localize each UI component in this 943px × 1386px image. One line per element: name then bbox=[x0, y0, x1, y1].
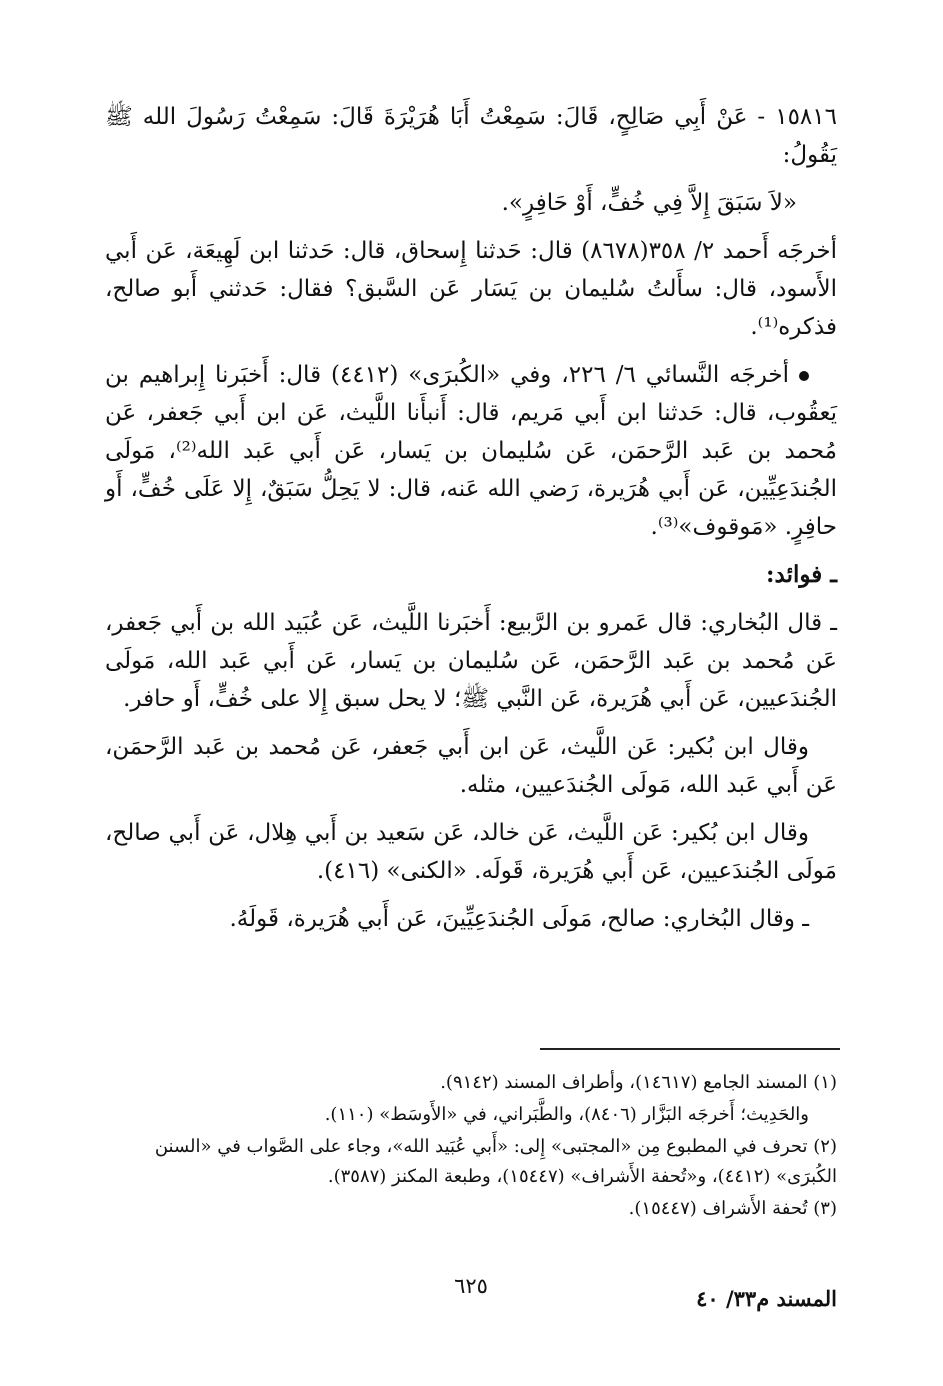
footnote-1: (١) المسند الجامع (١٤٦١٧)، وأطراف المسند (٩١٤٢). bbox=[440, 1072, 837, 1093]
takhrij-ahmad: أخرجَه أَحمد ٢/ ٣٥٨(٨٦٧٨) قال: حَدثنا إِسحاق، قال: حَدثنا ابن لَهِيعَة، عَن أَبي الأَسود، قال: سأَلتُ سُليمان بن يَسَار عَن السَّبق؟ فقال: حَدثني أَبو صالح، فذكره⁽¹⁾. bbox=[105, 238, 837, 340]
footnotes bbox=[105, 1068, 837, 1226]
ibn-bukayr-note-1: وقال ابن بُكير: عَن اللَّيث، عَن ابن أَبي جَعفر، عَن مُحمد بن عَبد الرَّحمَن، عَن أَبي عَبد الله، مَولَى الجُندَعيين، مثله. bbox=[105, 734, 837, 798]
bullet-icon bbox=[799, 371, 809, 381]
hadith-heading: ١٥٨١٦ - عَنْ أَبِي صَالِحٍ، قَالَ: سَمِعْتُ أَبَا هُرَيْرَةَ قَالَ: سَمِعْتُ رَسُولَ الله ﷺ يَقُولُ: bbox=[105, 104, 837, 168]
main-text bbox=[105, 98, 837, 948]
bukhari-note-2: ـ وقال البُخاري: صالح، مَولَى الجُندَعِيِّينَ، عَن أَبي هُرَيرة، قَولَهُ. bbox=[229, 906, 809, 932]
takhrij-nasai-paragraph bbox=[105, 356, 837, 546]
footnote-3: (٣) تُحفة الأَشراف (١٥٤٤٧). bbox=[628, 1198, 837, 1219]
takhrij-nasai: أخرجَه النَّسائي ٦/ ٢٢٦، وفي «الكُبرَى» (٤٤١٢) قال: أَخبَرنا إِبراهيم بن يَعقُوب، قال: حَدثنا ابن أَبي مَريم، قال: أَنبأَنا اللَّيث، عَن ابن أَبي جَعفر، عَن مُحمد بن عَبد الرَّحمَن، عَن سُليمان بن يَسار، عَن أَبي عَبد الله⁽²⁾، مَولَى الجُندَعِيِّين، عَن أَبي هُرَيرة، رَضي الله عَنه، قال: لا يَحِلُّ سَبَقٌ، إِلا عَلَى خُفٍّ، أَو حافِرٍ. «مَوقوف»⁽³⁾. bbox=[105, 362, 837, 540]
fawaid-heading: ـ فوائد: bbox=[766, 561, 837, 588]
footnote-2: (٢) تحرف في المطبوع مِن «المجتبى» إِلى: «أَبي عُبَيد الله»، وجاء على الصَّواب في «السنن الكُبرَى» (٤٤١٢)، و«تُحفة الأَشراف» (١٥٤٤٧)، وطبعة المكنز (٣٥٨٧). bbox=[154, 1136, 837, 1187]
page-number: ٦٢٥ bbox=[454, 1274, 488, 1298]
footnote-divider bbox=[540, 1048, 840, 1050]
ibn-bukayr-note-2: وقال ابن بُكير: عَن اللَّيث، عَن خالد، عَن سَعيد بن أَبي هِلال، عَن أَبي صالح، مَولَى الجُندَعيين، عَن أَبي هُرَيرة، قَولَه. «الكنى» (٤١٦). bbox=[105, 820, 837, 884]
hadith-text: «لاَ سَبَقَ إِلاَّ فِي خُفٍّ، أَوْ حَافِرٍ». bbox=[501, 190, 797, 216]
footnote-1-continuation: والحَدِيث؛ أَخرجَه البَزَّار (٨٤٠٦)، والطَّبَراني، في «الأَوسَط» (١١٠). bbox=[324, 1104, 809, 1125]
volume-signature: المسند م٣٣/ ٤٠ bbox=[696, 1286, 837, 1311]
page-footer bbox=[105, 1272, 837, 1312]
bukhari-note-1: ـ قال البُخاري: قال عَمرو بن الرَّبيع: أَخبَرنا اللَّيث، عَن عُبَيد الله بن أَبي جَعفر، عَن مُحمد بن عَبد الرَّحمَن، عَن سُليمان بن يَسار، عَن أَبي عَبد الله، مَولَى الجُندَعيين، عَن أَبي هُرَيرة، عَن النَّبي ﷺ؛ لا يحل سبق إِلا على خُفٍّ، أَو حافر. bbox=[105, 610, 837, 712]
